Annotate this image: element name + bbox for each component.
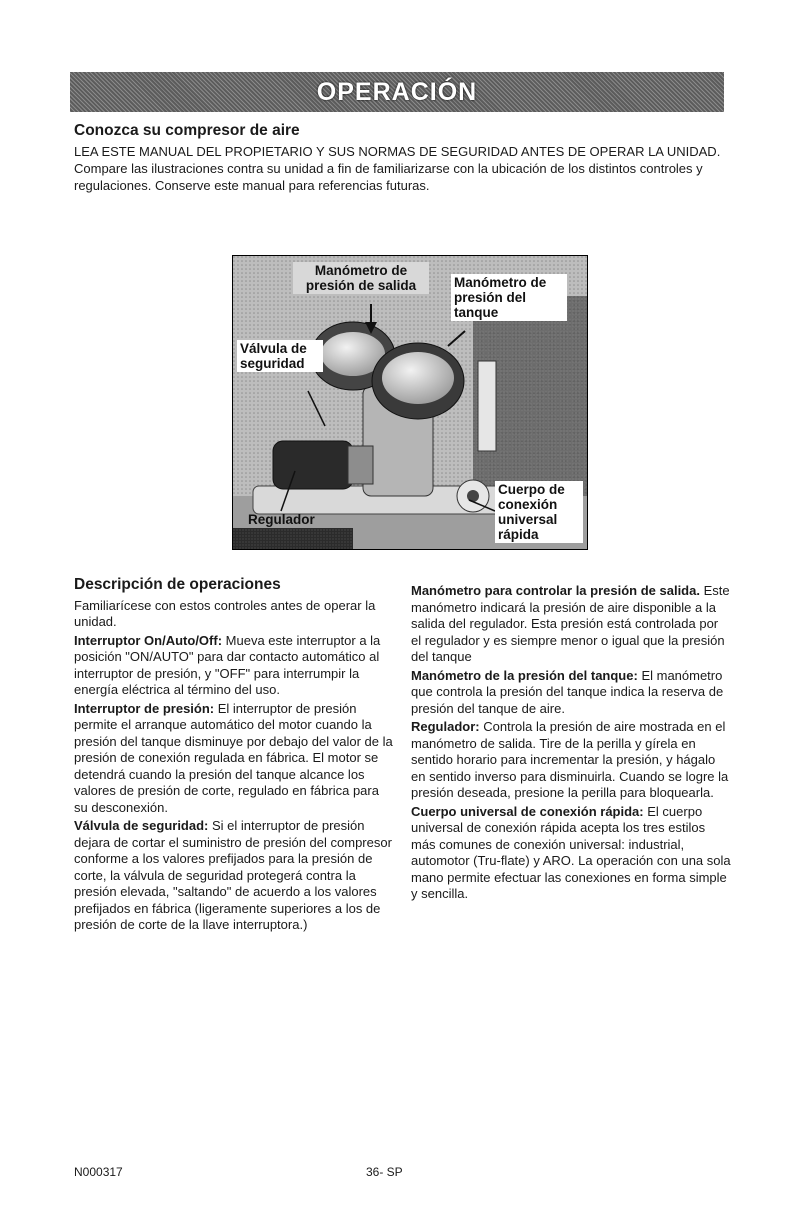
control-term: Manómetro de la presión del tanque: (411, 667, 638, 683)
control-text: El interruptor de presión permite el arranque automático del motor cuando la presión del tanque disminuye por debajo del valor de la presión de conexión regulada en fábrica. El motor se detendrá cuando la presión del tanque alcance los valores de presión de corte, regulado en fábrica para su desconexión. (74, 700, 393, 815)
control-term: Manómetro para controlar la presión de salida. (411, 583, 700, 598)
control-text: Mueva este interruptor a la posición "ON/AUTO" para dar contacto automático al interruptor de presión, y "OFF" para interrumpir la energía eléctrica al término del uso. (74, 632, 381, 697)
page-number: 36- SP (366, 1165, 403, 1179)
control-description (411, 583, 731, 666)
control-text: Si el interruptor de presión dejara de cortar el suministro de presión del compresor conforme a los valores prefijados para la presión de corte, la válvula de seguridad protegerá contra la presión elevada, "saltando" de acuerdo a los valores prefijados en fábrica (ligeramente superiores a los de presión de corte de la llave interruptora.) (74, 818, 392, 932)
intro-section (74, 122, 724, 194)
tank-gauge-label: Manómetro de presión del tanque (451, 274, 567, 321)
document-code: N000317 (74, 1165, 123, 1179)
control-term: Cuerpo universal de conexión rápida: (411, 803, 644, 819)
control-term: Válvula de seguridad: (74, 818, 209, 833)
control-text: Controla la presión de aire mostrada en el manómetro de salida. Tire de la perilla y gírela en sentido horario para incrementar la presión, y hágalo en sentido inverso para disminuirla. Cuando se logre la presión deseada, presione la perilla para bloquearla. (411, 719, 729, 800)
control-description (74, 633, 394, 699)
intro-body: LEA ESTE MANUAL DEL PROPIETARIO Y SUS NORMAS DE SEGURIDAD ANTES DE OPERAR LA UNIDAD. Compare las ilustraciones contra su unidad a fin de familiarizarse con la ubicación de los distintos controles y regulaciones. Conserve este manual para referencias futuras. (74, 144, 721, 193)
section-banner (70, 72, 724, 112)
section-title: OPERACIÓN (316, 77, 478, 106)
control-text: El cuerpo universal de conexión rápida acepta los tres estilos más comunes de conexión universal: industrial, automotor (Tru-flate) y ARO. La operación con una sola mano permite efectuar las conexiones en forma simple y sencilla. (411, 803, 731, 901)
description-intro: Familiarícese con estos controles antes de operar la unidad. (74, 597, 376, 629)
control-text: Este manómetro indicará la presión de aire disponible a la salida del regulador. Esta presión está controlada por el regulador y es siempre menor o igual que la presión del tanque (411, 583, 730, 664)
control-description (411, 804, 731, 903)
control-term: Interruptor de presión: (74, 700, 215, 716)
compressor-controls-figure (232, 255, 588, 550)
control-text: El manómetro que controla la presión del tanque indica la reserva de presión del tanque de aire. (411, 667, 724, 716)
description-right-column (411, 583, 731, 905)
outlet-gauge-label: Manómetro de presión de salida (293, 262, 429, 294)
safety-valve-label: Válvula de seguridad (237, 340, 323, 372)
control-term: Regulador: (411, 719, 480, 734)
control-description (74, 818, 394, 934)
quick-coupler-label: Cuerpo de conexión universal rápida (495, 481, 583, 543)
control-term: Interruptor On/Auto/Off: (74, 632, 223, 648)
description-left-column (74, 577, 394, 936)
control-description (411, 719, 731, 802)
description-heading: Descripción de operaciones (74, 576, 281, 593)
control-description (411, 668, 731, 718)
control-description (74, 701, 394, 817)
intro-heading: Conozca su compresor de aire (74, 122, 300, 139)
regulator-label: Regulador (248, 512, 315, 527)
